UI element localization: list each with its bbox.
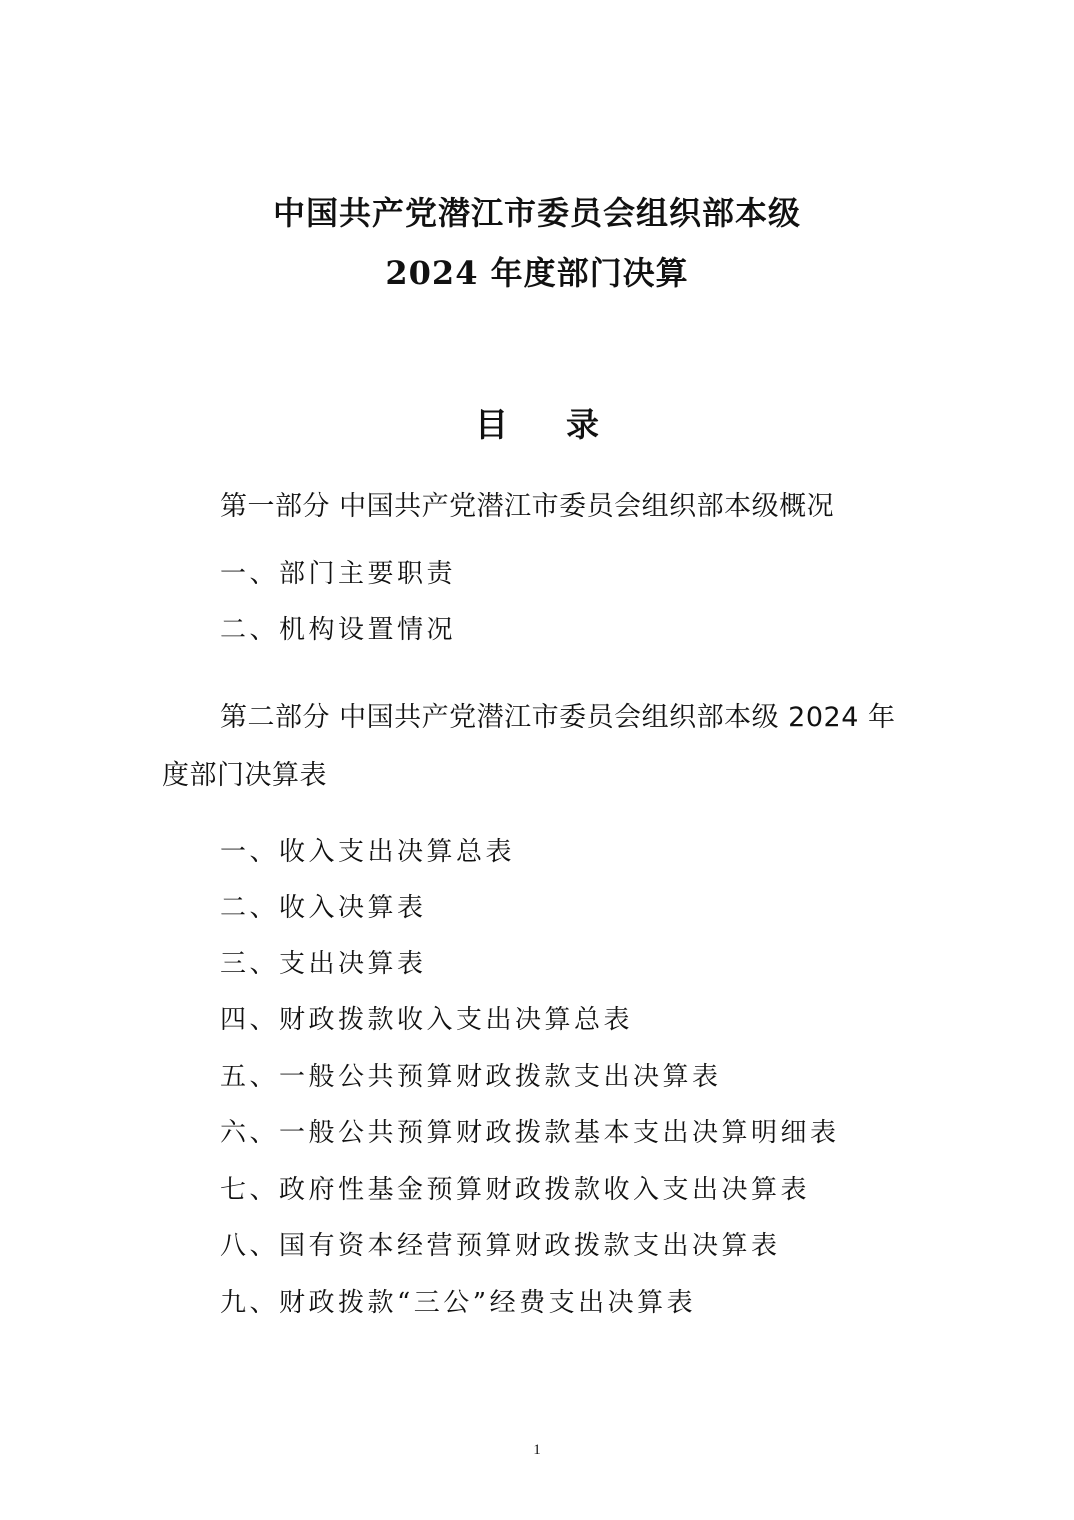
page-number: 1 bbox=[533, 1442, 541, 1458]
part-2-item-1: 一、收入支出决算总表 bbox=[220, 837, 516, 867]
document-title-line-1: 中国共产党潜江市委员会组织部本级 bbox=[272, 194, 801, 232]
part-2-item-2: 二、收入决算表 bbox=[220, 893, 427, 923]
part-2-item-8: 八、国有资本经营预算财政拨款支出决算表 bbox=[220, 1231, 781, 1261]
part-2-item-6: 六、一般公共预算财政拨款基本支出决算明细表 bbox=[220, 1118, 840, 1148]
part-2-item-9: 九、财政拨款“三公”经费支出决算表 bbox=[220, 1288, 697, 1318]
part-2-item-3: 三、支出决算表 bbox=[220, 949, 427, 979]
part-1-item-2: 二、机构设置情况 bbox=[220, 615, 457, 645]
part-2-heading: 第二部分 中国共产党潜江市委员会组织部本级 2024 年度部门决算表 bbox=[162, 702, 896, 791]
part-2-item-4: 四、财政拨款收入支出决算总表 bbox=[220, 1005, 634, 1035]
part-1-item-1: 一、部门主要职责 bbox=[220, 559, 457, 589]
document-title-line-2: 2024 年度部门决算 bbox=[385, 254, 689, 292]
table-of-contents-heading: 目录 bbox=[475, 405, 657, 444]
part-2-item-5: 五、一般公共预算财政拨款支出决算表 bbox=[220, 1062, 722, 1092]
part-2-item-7: 七、政府性基金预算财政拨款收入支出决算表 bbox=[220, 1175, 811, 1205]
part-1-heading: 第一部分 中国共产党潜江市委员会组织部本级概况 bbox=[220, 491, 835, 522]
